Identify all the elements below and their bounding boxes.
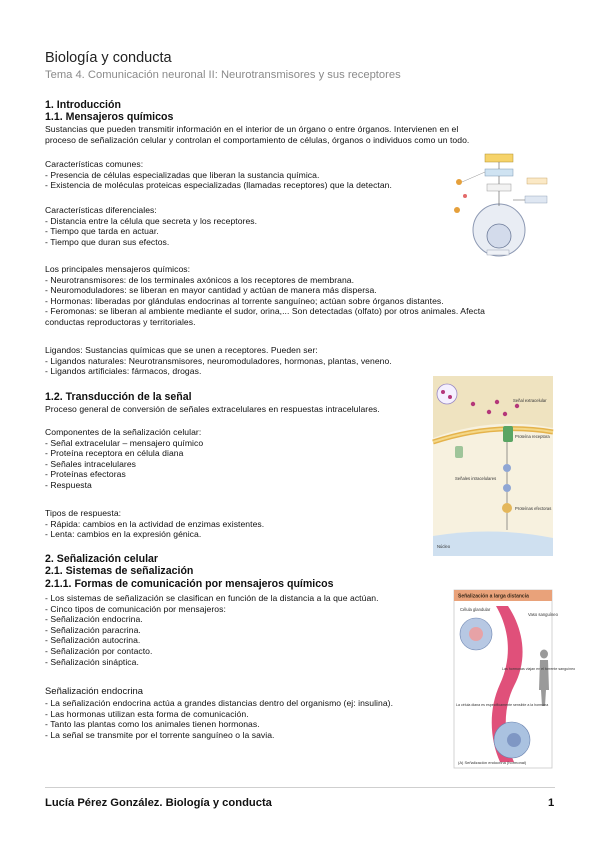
- text-line: - Señalización paracrina.: [45, 624, 141, 635]
- text-line: - Proteína receptora en célula diana: [45, 448, 184, 459]
- fig2-receptor: [503, 426, 513, 442]
- fig2-intracell-2: [503, 484, 511, 492]
- fig2-label-receptor: Proteína receptora: [515, 434, 550, 439]
- fig2-intracell-1: [503, 464, 511, 472]
- text-line: Componentes de la señalización celular:: [45, 427, 202, 437]
- fig1-label-bottom: [487, 250, 509, 255]
- heading-endocrina: Señalización endocrina: [45, 685, 144, 696]
- heading-senalizacion: 2. Señalización celular: [45, 553, 159, 565]
- fig1-gland-box: [485, 154, 513, 162]
- list-componentes: [45, 427, 203, 491]
- list-formas: [45, 593, 379, 667]
- text-line: - Hormonas: liberadas por glándulas endocrinas al torrente sanguíneo; actúan sobre órganos distantes.: [45, 295, 444, 306]
- list-endocrina: [45, 698, 393, 740]
- fig2-label-signal: Señal extracelular: [513, 398, 547, 403]
- footer-divider: [45, 787, 555, 788]
- text-line: - Proteínas efectoras: [45, 469, 126, 480]
- footer-author: Lucía Pérez González. Biología y conducta: [45, 797, 272, 809]
- text-line: - Neurotransmisores: de los terminales axónicos a los receptores de membrana.: [45, 274, 355, 285]
- text-line: - Señales intracelulares: [45, 458, 137, 469]
- text-line: Características comunes:: [45, 159, 144, 169]
- fig3-target-nucleus: [507, 733, 521, 747]
- list-ligandos: [45, 345, 392, 377]
- footer-page-number: 1: [548, 797, 555, 809]
- text-line: Tipos de respuesta:: [45, 508, 122, 518]
- fig2-ligand-6: [503, 412, 507, 416]
- figure-messenger-diagram: [447, 152, 552, 260]
- fig3-label-vaso: Vaso sanguíneo: [528, 612, 558, 617]
- text-line: Ligandos: Sustancias químicas que se unen a receptores. Pueden ser:: [45, 345, 318, 355]
- fig2-ligand-1: [441, 390, 445, 394]
- paragraph-intro: [45, 124, 469, 145]
- text-line: - Señalización por contacto.: [45, 645, 153, 656]
- list-tipos-respuesta: [45, 508, 264, 540]
- fig2-nucleus: [433, 531, 553, 556]
- heading-mensajeros: 1.1. Mensajeros químicos: [45, 111, 174, 123]
- fig2-label-intracell: Señales intracelulares: [455, 476, 497, 481]
- fig1-dot-3: [463, 194, 467, 198]
- fig2-channel: [455, 446, 463, 458]
- text-line: Los principales mensajeros químicos:: [45, 264, 191, 274]
- text-line: - Ligandos artificiales: fármacos, drogas.: [45, 366, 202, 377]
- text-line: - Neuromoduladores: se liberan en mayor cantidad y actúan de manera más dispersa.: [45, 285, 377, 296]
- text-line: - La señal se transmite por el torrente sanguíneo o la savia.: [45, 729, 275, 740]
- fig2-label-effector: Proteínas efectoras: [515, 506, 552, 511]
- list-caracteristicas-comunes: [45, 159, 392, 191]
- paragraph-transduccion: [45, 404, 380, 415]
- fig2-intracell-3: [502, 503, 512, 513]
- text-line: - Los sistemas de señalización se clasifican en función de la distancia a la que actúan.: [45, 593, 379, 603]
- text-line: - La señalización endocrina actúa a grandes distancias dentro del organismo (ej: insulina).: [45, 698, 394, 708]
- text-line: - Feromonas: se liberan al ambiente mediante el sudor, orina,... Son detectadas (olfato) por otros animales. Afecta: [45, 306, 485, 317]
- heading-transduccion: 1.2. Transducción de la señal: [45, 391, 192, 403]
- text-line: - Rápida: cambios en la actividad de enzimas existentes.: [45, 518, 265, 529]
- fig1-box-right: [525, 196, 547, 203]
- text-line: conductas reproductoras y territoriales.: [45, 316, 196, 327]
- text-line: - Señalización autocrina.: [45, 635, 141, 646]
- fig1-box-right-2: [527, 178, 547, 184]
- heading-formas: 2.1.1. Formas de comunicación por mensajeros químicos: [45, 578, 334, 590]
- fig2-ligand-4: [487, 410, 491, 414]
- fig1-dot-2: [454, 207, 460, 213]
- heading-sistemas: 2.1. Sistemas de señalización: [45, 565, 194, 577]
- text-line: - Señalización endocrina.: [45, 614, 143, 625]
- text-line: - Lenta: cambios en la expresión génica.: [45, 529, 202, 540]
- text-line: - Cinco tipos de comunicación por mensajeros:: [45, 603, 226, 614]
- text-line: proceso de señalización celular y controlan el comportamiento de células, órganos o individuos como un todo.: [45, 134, 470, 145]
- text-line: Sustancias que pueden transmitir información en el interior de un órgano o entre órganos. Intervienen en el: [45, 124, 459, 134]
- fig3-gland-nucleus: [469, 627, 483, 641]
- text-line: - Ligandos naturales: Neurotransmisores, neuromoduladores, hormonas, plantas, veneno.: [45, 355, 392, 366]
- figure-endocrine: [454, 590, 576, 768]
- fig1-dot-1: [456, 179, 462, 185]
- text-line: - Señalización sináptica.: [45, 656, 139, 667]
- text-line: - Señal extracelular – mensajero químico: [45, 437, 204, 448]
- document-subtitle: Tema 4. Comunicación neuronal II: Neurotransmisores y sus receptores: [45, 69, 401, 81]
- text-line: - Tanto las plantas como los animales tienen hormonas.: [45, 719, 260, 730]
- fig3-person-head: [540, 650, 548, 659]
- fig2-label-nucleus: Núcleo: [437, 544, 451, 549]
- fig2-ligand-2: [448, 395, 452, 399]
- text-line: - Las hormonas utilizan esta forma de comunicación.: [45, 708, 249, 719]
- fig3-label-glandular: Célula glandular: [460, 607, 491, 612]
- list-caracteristicas-diferenciales: [45, 205, 257, 247]
- fig3-header-text: Señalización a larga distancia: [458, 593, 529, 600]
- text-line: - Tiempo que tarda en actuar.: [45, 226, 159, 237]
- text-line: - Tiempo que duran sus efectos.: [45, 236, 170, 247]
- text-line: - Existencia de moléculas proteicas especializadas (llamadas receptores) que la detectan.: [45, 180, 392, 191]
- text-line: - Respuesta: [45, 479, 92, 490]
- text-line: Características diferenciales:: [45, 205, 157, 215]
- list-mensajeros: [45, 264, 485, 328]
- fig1-nucleus: [487, 224, 511, 248]
- fig2-vesicle: [437, 384, 457, 404]
- fig3-caption: (A) Señalización endocrina (hormonal): [458, 760, 527, 765]
- text-line: - Distancia entre la célula que secreta y los receptores.: [45, 215, 258, 226]
- text-line: Proceso general de conversión de señales extracelulares en respuestas intracelulares.: [45, 404, 380, 414]
- document-title: Biología y conducta: [45, 50, 172, 66]
- heading-introduccion: 1. Introducción: [45, 99, 121, 111]
- fig1-box-3: [487, 184, 511, 191]
- figure-signal-transduction: [433, 376, 553, 556]
- text-line: - Presencia de células especializadas que liberan la sustancia química.: [45, 169, 320, 180]
- fig1-box-2: [485, 169, 513, 176]
- fig3-label-diana: La célula diana es específicamente sensible a la hormona: [456, 703, 549, 707]
- fig2-ligand-5: [495, 400, 499, 404]
- fig2-ligand-3: [471, 402, 475, 406]
- fig3-label-hormonas: Las hormonas viajan en el torrente sanguíneo: [502, 667, 576, 671]
- fig2-ligand-7: [515, 404, 519, 408]
